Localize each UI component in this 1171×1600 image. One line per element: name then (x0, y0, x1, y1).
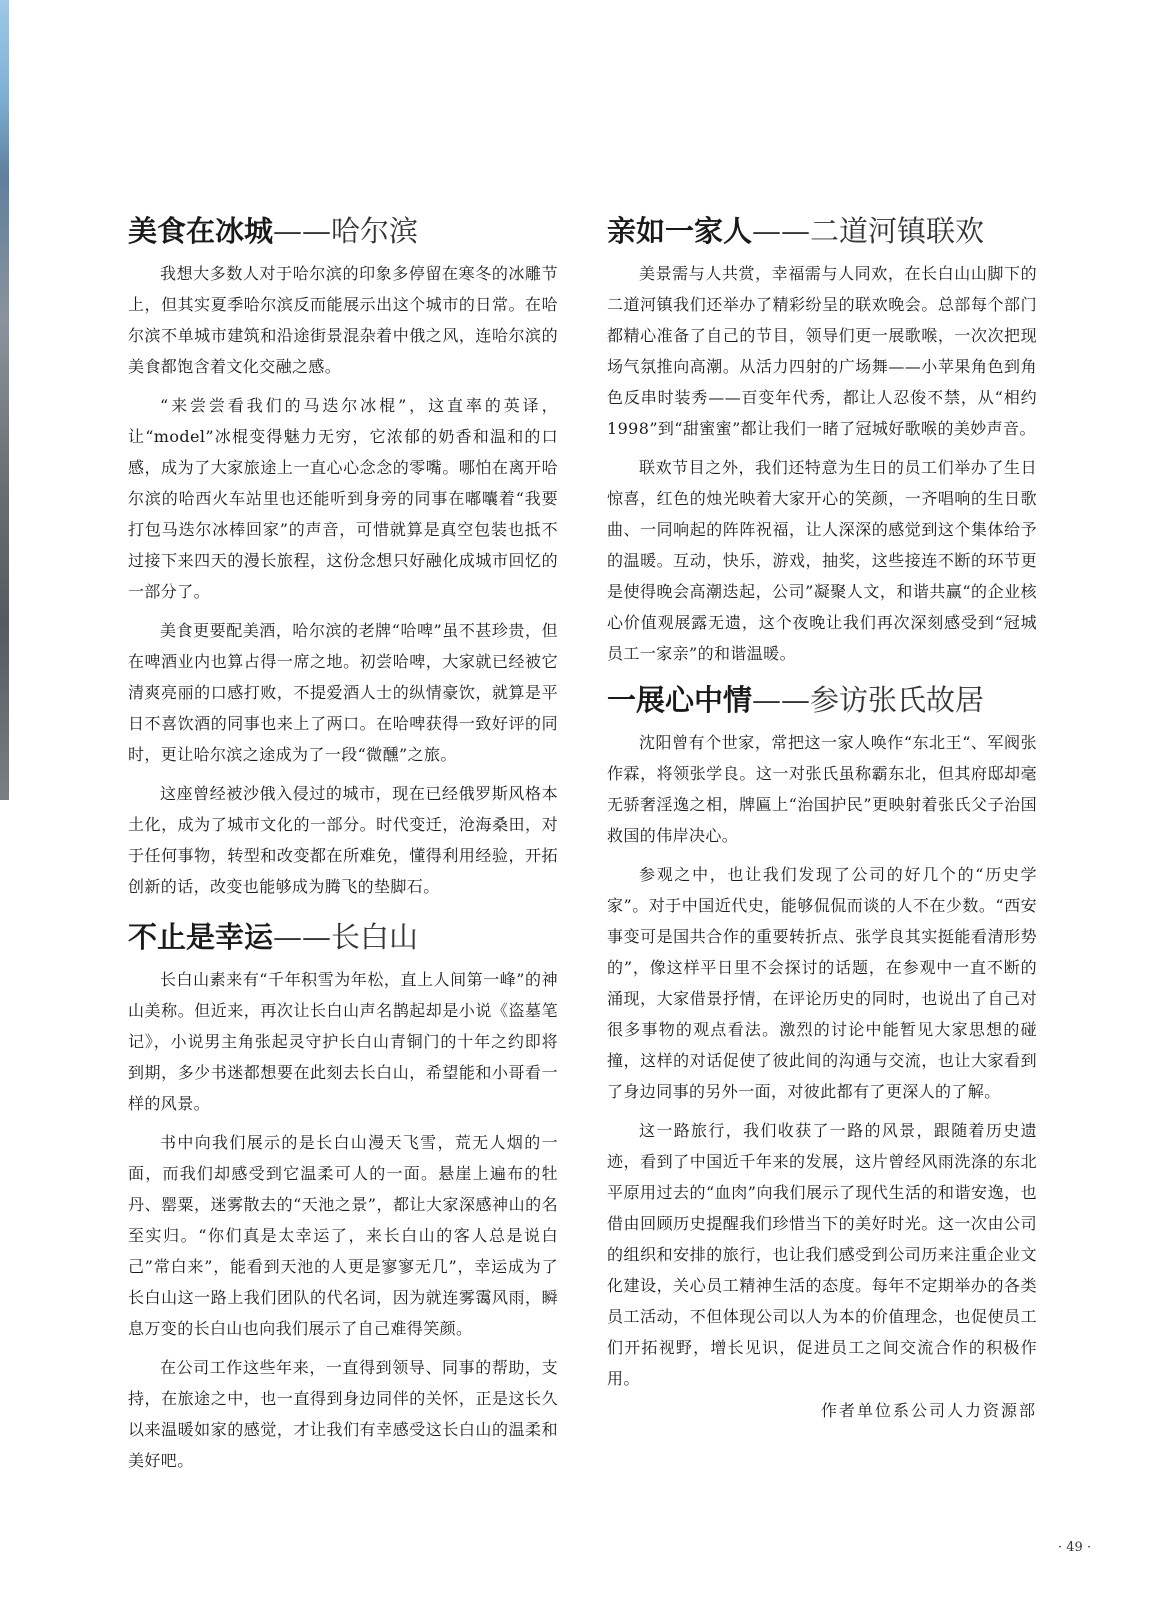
section-title-sub: ——哈尔滨 (273, 214, 419, 248)
section-title-zhang-residence (607, 679, 1037, 721)
paragraph: 书中向我们展示的是长白山漫天飞雪，荒无人烟的一面，而我们却感受到它温柔可人的一面。悬崖上遍布的牡丹、罂粟，迷雾散去的“天池之景”，都让大家深感神山的名至实归。“你们真是太幸运了，来长白山的客人总是说白己”常白来”，能看到天池的人更是寥寥无几”，幸运成为了长白山这一路上我们团队的代名词，因为就连雾霭风雨，瞬息万变的长白山也向我们展示了自己难得笑颜。 (128, 1133, 558, 1338)
paragraph: 这座曾经被沙俄入侵过的城市，现在已经俄罗斯风格本土化，成为了城市文化的一部分。时代变迁，沧海桑田，对于任何事物，转型和改变都在所难免，懂得利用经验，开拓创新的话，改变也能够成为腾飞的垫脚石。 (128, 784, 558, 896)
author-signature: 作者单位系公司人力资源部 (820, 1401, 1037, 1420)
section-title-main: 不止是幸运 (128, 920, 274, 954)
paragraph: 美食更要配美酒，哈尔滨的老牌“哈啤”虽不甚珍贵，但在啤酒业内也算占得一席之地。初尝哈啤，大家就已经被它清爽亮丽的口感打败，不提爱酒人士的纵情豪饮，就算是平日不喜饮酒的同事也来上了两口。在哈啤获得一致好评的同时，更让哈尔滨之途成为了一段“微醺”之旅。 (128, 621, 558, 764)
section-title-sub: ——参访张氏故居 (752, 683, 985, 717)
section-title-main: 美食在冰城 (128, 214, 274, 248)
paragraph: 美景需与人共赏，幸福需与人同欢，在长白山山脚下的二道河镇我们还举办了精彩纷呈的联欢晚会。总部每个部门都精心准备了自己的节目，领导们更一展歌喉，一次次把现场气氛推向高潮。从活力四射的广场舞——小苹果角色到角色反串时装秀——百变年代秀，都让人忍俊不禁，从“相约1998”到“甜蜜蜜”都让我们一睹了冠城好歌喉的美妙声音。 (607, 264, 1037, 438)
paragraph: 参观之中，也让我们发现了公司的好几个的“历史学家”。对于中国近代史，能够侃侃而谈的人不在少数。“西安事变可是国共合作的重要转折点、张学良其实挺能看清形势的”，像这样平日里不会探讨的话题，在参观中一直不断的涌现，大家借景抒情，在评论历史的同时，也说出了自己对很多事物的观点看法。激烈的讨论中能暂见大家思想的碰撞，这样的对话促使了彼此间的沟通与交流，也让大家看到了身边同事的另外一面，对彼此都有了更深人的了解。 (607, 865, 1037, 1101)
section-title-harbin (128, 210, 558, 252)
paragraph: 长白山素来有“千年积雪为年松，直上人间第一峰”的神山美称。但近来，再次让长白山声名鹊起却是小说《盗墓笔记》，小说男主角张起灵守护长白山青铜门的十年之约即将到期，多少书迷都想要在此刻去长白山，希望能和小哥看一样的风景。 (128, 970, 558, 1113)
right-column (607, 210, 1037, 1421)
section-title-erdaohe (607, 210, 1037, 252)
page-number: · 49 · (1058, 1540, 1092, 1555)
section-title-changbaishan (128, 916, 558, 958)
paragraph: 沈阳曾有个世家，常把这一家人唤作“东北王“、军阀张作霖，将领张学良。这一对张氏虽称霸东北，但其府邸却毫无骄奢淫逸之相，牌匾上“治国护民”更映射着张氏父子治国救国的伟岸决心。 (607, 733, 1037, 845)
paragraph: 在公司工作这些年来，一直得到领导、同事的帮助，支持，在旅途之中，也一直得到身边同伴的关怀，正是这长久以来温暖如家的感觉，才让我们有幸感受这长白山的温柔和美好吧。 (128, 1358, 558, 1470)
photo-edge-strip (0, 0, 9, 800)
paragraph: 这一路旅行，我们收获了一路的风景，跟随着历史遗迹，看到了中国近千年来的发展，这片曾经风雨洗涤的东北平原用过去的“血肉”向我们展示了现代生活的和谐安逸，也借由回顾历史提醒我们珍惜当下的美好时光。这一次由公司的组织和安排的旅行，也让我们感受到公司历来注重企业文化建设，关心员工精神生活的态度。每年不定期举办的各类员工活动，不但体现公司以人为本的价值理念，也促使员工们开拓视野，增长见识，促进员工之间交流合作的积极作用。 (607, 1121, 1037, 1388)
paragraph: 联欢节目之外，我们还特意为生日的员工们举办了生日惊喜，红色的烛光映着大家开心的笑颜，一齐唱响的生日歌曲、一同响起的阵阵祝福，让人深深的感觉到这个集体给予的温暖。互动，快乐，游戏，抽奖，这些接连不断的环节更是使得晚会高潮迭起，公司”凝聚人文，和谐共赢“的企业核心价值观展露无遗，这个夜晚让我们再次深刻感受到“冠城员工一家亲”的和谐温暖。 (607, 458, 1037, 663)
paragraph: 我想大多数人对于哈尔滨的印象多停留在寒冬的冰雕节上，但其实夏季哈尔滨反而能展示出这个城市的日常。在哈尔滨不单城市建筑和沿途街景混杂着中俄之风，连哈尔滨的美食都饱含着文化交融之感。 (128, 264, 558, 376)
section-title-sub: ——二道河镇联欢 (752, 214, 985, 248)
section-title-main: 亲如一家人 (607, 214, 753, 248)
section-title-main: 一展心中情 (607, 683, 753, 717)
section-title-sub: ——长白山 (273, 920, 419, 954)
left-column (128, 210, 558, 1476)
paragraph: “来尝尝看我们的马迭尔冰棍”，这直率的英译，让“model”冰棍变得魅力无穷，它浓郁的奶香和温和的口感，成为了大家旅途上一直心心念念的零嘴。哪怕在离开哈尔滨的哈西火车站里也还能听到身旁的同事在嘟囔着“我要打包马迭尔冰棒回家”的声音，可惜就算是真空包装也抵不过接下来四天的漫长旅程，这份念想只好融化成城市回忆的一部分了。 (128, 396, 558, 601)
